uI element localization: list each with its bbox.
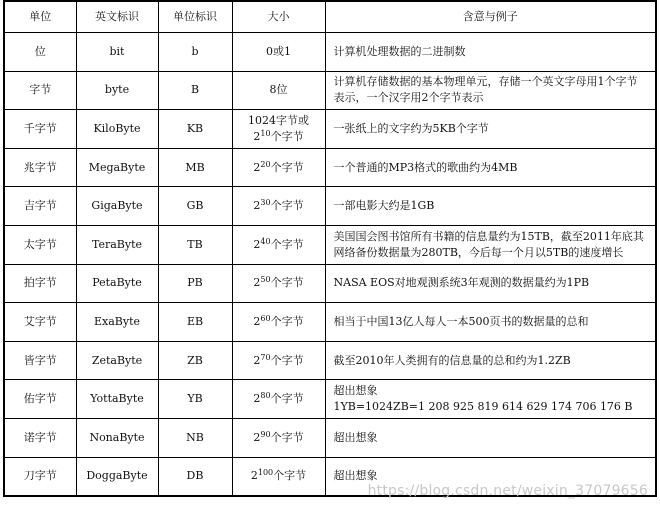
unit-abbr: b [158, 33, 232, 72]
example-line: 超出想象 [333, 430, 378, 444]
size-exponent: 10 [260, 128, 271, 138]
unit-size: 8位 [232, 71, 325, 110]
unit-size: 0或1 [232, 33, 325, 72]
size-unit: 个字节 [270, 160, 304, 174]
unit-en: NonaByte [76, 418, 158, 457]
size-unit: 个字节 [273, 469, 307, 483]
unit-en: PetaByte [76, 264, 158, 303]
unit-cn: 千字节 [4, 110, 76, 149]
unit-size [232, 110, 325, 149]
example-line: NASA EOS对地观测系统3年观测的数据量约为1PB [333, 276, 590, 290]
size-unit: 个字节 [270, 199, 304, 213]
size-base: 2 [253, 314, 261, 328]
unit-abbr: MB [158, 148, 232, 187]
unit-abbr: PB [158, 264, 232, 303]
unit-example [325, 225, 656, 264]
unit-cn: 吉字节 [4, 187, 76, 226]
size-unit: 个字节 [270, 276, 304, 290]
example-line: 截至2010年人类拥有的信息量的总和约为1.2ZB [333, 353, 571, 367]
storage-units-table [3, 0, 657, 497]
table-row [4, 380, 656, 419]
watermark-url: https://blog.csdn.net/weixin_37079656 [367, 483, 648, 499]
header-english-id: 英文标识 [76, 1, 158, 33]
size-base: 2 [253, 129, 261, 143]
table-row [4, 418, 656, 457]
unit-abbr: ZB [158, 341, 232, 380]
unit-en: MegaByte [76, 148, 158, 187]
table-row [4, 187, 656, 226]
unit-size [232, 148, 325, 187]
unit-example [325, 341, 656, 380]
example-line: 美国国会图书馆所有书籍的信息量约为15TB，截至2011年底其 [333, 229, 644, 243]
unit-abbr: DB [158, 457, 232, 496]
unit-abbr: TB [158, 225, 232, 264]
example-line: 表示，一个汉字用2个字节表示 [333, 91, 484, 105]
size-base: 2 [253, 392, 261, 406]
example-line: 网络备份数据量为280TB，今后每一个月以5TB的速度增长 [333, 245, 624, 259]
unit-abbr: KB [158, 110, 232, 149]
unit-en: byte [76, 71, 158, 110]
table-row [4, 341, 656, 380]
unit-cn: 字节 [4, 71, 76, 110]
unit-cn: 艾字节 [4, 303, 76, 342]
unit-example [325, 33, 656, 72]
unit-abbr: GB [158, 187, 232, 226]
unit-example [325, 418, 656, 457]
size-exponent: 50 [260, 275, 271, 285]
size-base: 2 [250, 469, 258, 483]
table-row [4, 33, 656, 72]
unit-size [232, 303, 325, 342]
size-unit: 个字节 [270, 353, 304, 367]
unit-en: GigaByte [76, 187, 158, 226]
size-exponent: 20 [260, 159, 271, 169]
size-unit: 个字节 [270, 392, 304, 406]
table-row [4, 303, 656, 342]
unit-size [232, 380, 325, 419]
unit-size [232, 418, 325, 457]
unit-cn: 太字节 [4, 225, 76, 264]
size-unit: 个字节 [270, 237, 304, 251]
example-line: 计算机存储数据的基本物理单元，存储一个英文字母用1个字节 [333, 75, 638, 89]
example-line: 计算机处理数据的二进制数 [333, 44, 466, 58]
example-line: 一张纸上的文字约为5KB个字节 [333, 121, 489, 135]
size-base: 2 [253, 199, 261, 213]
unit-size [232, 264, 325, 303]
unit-example [325, 303, 656, 342]
unit-en: KiloByte [76, 110, 158, 149]
size-unit: 个字节 [270, 430, 304, 444]
unit-example [325, 187, 656, 226]
example-line: 相当于中国13亿人每人一本500页书的数据量的总和 [333, 314, 589, 328]
unit-en: ExaByte [76, 303, 158, 342]
size-base: 2 [253, 160, 261, 174]
table-row [4, 264, 656, 303]
unit-size [232, 341, 325, 380]
header-meaning: 含意与例子 [325, 1, 656, 33]
unit-example [325, 148, 656, 187]
size-base: 2 [253, 353, 261, 367]
unit-example [325, 380, 656, 419]
size-base: 2 [253, 430, 261, 444]
unit-cn: 刀字节 [4, 457, 76, 496]
size-exponent: 40 [260, 236, 271, 246]
header-row [4, 1, 656, 33]
unit-example [325, 264, 656, 303]
size-exponent: 80 [260, 391, 271, 401]
table-row [4, 457, 656, 496]
example-line: 超出想象 [333, 469, 378, 483]
table-row [4, 225, 656, 264]
unit-en: TeraByte [76, 225, 158, 264]
unit-cn: 兆字节 [4, 148, 76, 187]
unit-size [232, 457, 325, 496]
example-line: 超出想象 [333, 384, 378, 398]
unit-example [325, 110, 656, 149]
unit-abbr: NB [158, 418, 232, 457]
unit-abbr: EB [158, 303, 232, 342]
header-unit-id: 单位标识 [158, 1, 232, 33]
size-exponent: 30 [260, 198, 271, 208]
size-line: 1024字节或 [248, 113, 309, 127]
size-exponent: 100 [257, 468, 274, 478]
example-line: 一个普通的MP3格式的歌曲约为4MB [333, 160, 518, 174]
unit-en: YottaByte [76, 380, 158, 419]
size-base: 2 [253, 276, 261, 290]
size-base: 2 [253, 237, 261, 251]
unit-size [232, 187, 325, 226]
size-exponent: 60 [260, 313, 271, 323]
unit-cn: 皆字节 [4, 341, 76, 380]
unit-cn: 位 [4, 33, 76, 72]
unit-cn: 诺字节 [4, 418, 76, 457]
unit-en: bit [76, 33, 158, 72]
unit-abbr: YB [158, 380, 232, 419]
unit-size [232, 225, 325, 264]
unit-en: DoggaByte [76, 457, 158, 496]
table-row [4, 110, 656, 149]
size-exponent: 70 [260, 352, 271, 362]
table-row [4, 71, 656, 110]
example-line: 一部电影大约是1GB [333, 199, 435, 213]
size-unit: 个字节 [270, 129, 304, 143]
unit-abbr: B [158, 71, 232, 110]
size-exponent: 90 [260, 429, 271, 439]
unit-cn: 拍字节 [4, 264, 76, 303]
example-line: 1YB=1024ZB=1 208 925 819 614 629 174 706 176 B [333, 400, 633, 414]
unit-en: ZetaByte [76, 341, 158, 380]
size-unit: 个字节 [270, 314, 304, 328]
table-row [4, 148, 656, 187]
unit-example [325, 457, 656, 496]
unit-example [325, 71, 656, 110]
unit-cn: 佑字节 [4, 380, 76, 419]
header-size: 大小 [232, 1, 325, 33]
header-unit: 单位 [4, 1, 76, 33]
